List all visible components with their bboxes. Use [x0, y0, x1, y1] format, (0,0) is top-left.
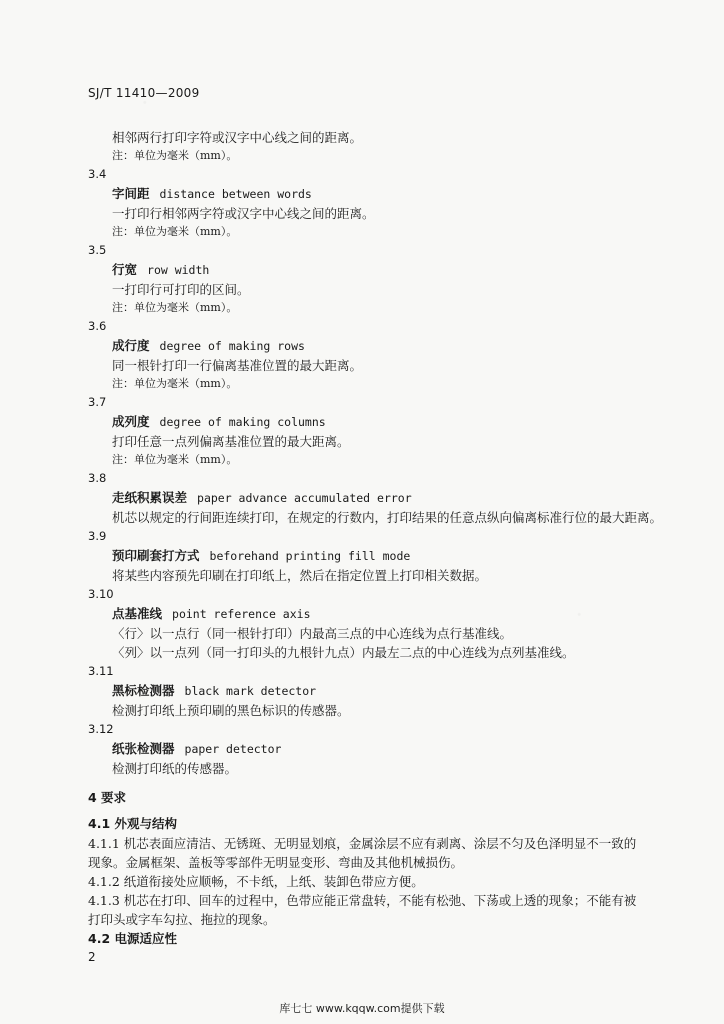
standard-code-header: SJ/T 11410—2009 [88, 86, 200, 100]
definition-text: 〈列〉以一点列（同一打印头的九根针九点）内最左二点的中心连线为点列基准线。 [112, 645, 575, 660]
unit-note: 注：单位为毫米（mm）。 [112, 453, 238, 466]
term-en: distance between words [159, 187, 312, 201]
term-zh: 成列度 [112, 414, 150, 429]
term-heading [88, 546, 688, 566]
term-heading [88, 412, 688, 432]
term-zh: 字间距 [112, 186, 150, 201]
term-zh: 行宽 [112, 262, 138, 277]
term-en: row width [147, 263, 210, 277]
unit-note: 注：单位为毫米（mm）。 [112, 301, 238, 314]
subsection-title-4-1: 4.1 外观与结构 [88, 816, 177, 831]
term-en: degree of making rows [159, 339, 305, 353]
term-heading [88, 739, 688, 759]
definition-text: 一打印行相邻两字符或汉字中心线之间的距离。 [112, 206, 375, 221]
term-zh: 纸张检测器 [112, 741, 175, 756]
term-en: black mark detector [184, 684, 317, 698]
term-heading [88, 681, 688, 701]
definition-text: 将某些内容预先印刷在打印纸上，然后在指定位置上打印相关数据。 [112, 568, 488, 583]
definition-text: 打印任意一点列偏离基准位置的最大距离。 [112, 434, 350, 449]
definition-text: 检测打印纸上预印刷的黑色标识的传感器。 [112, 703, 350, 718]
clause-4-1-3-line1: 4.1.3 机芯在打印、回车的过程中，色带应能正常盘转，不能有松弛、下荡或上透的现象；不能有被 [88, 893, 637, 908]
download-footer: 库七七 www.kqqw.com提供下载 [279, 1002, 445, 1015]
definition-list [88, 128, 688, 778]
clause-number: 3.6 [88, 319, 107, 333]
term-heading [88, 488, 688, 508]
definition-text: 〈行〉以一点行（同一根针打印）内最高三点的中心连线为点行基准线。 [112, 626, 513, 641]
term-zh: 黑标检测器 [112, 683, 175, 698]
clause-number: 3.8 [88, 471, 107, 485]
unit-note: 注：单位为毫米（mm）。 [112, 377, 238, 390]
clause-4-1-2: 4.1.2 纸道衔接处应顺畅，不卡纸，上纸、装卸色带应方便。 [88, 874, 424, 889]
definition-text: 相邻两行打印字符或汉字中心线之间的距离。 [112, 130, 363, 145]
term-en: point reference axis [172, 607, 311, 621]
definition-text: 检测打印纸的传感器。 [112, 761, 238, 776]
definition-text: 机芯以规定的行间距连续打印，在规定的行数内，打印结果的任意点纵向偏离标准行位的最大距离。 [112, 510, 663, 525]
clause-number: 3.4 [88, 167, 107, 181]
unit-note: 注：单位为毫米（mm）。 [112, 225, 238, 238]
term-zh: 成行度 [112, 338, 150, 353]
term-zh: 走纸积累误差 [112, 490, 188, 505]
term-heading [88, 336, 688, 356]
clause-number: 3.11 [88, 664, 114, 678]
term-en: paper detector [184, 742, 282, 756]
definition-text: 一打印行可打印的区间。 [112, 282, 250, 297]
term-zh: 预印刷套打方式 [112, 548, 200, 563]
clause-number: 3.10 [88, 587, 114, 601]
document-body [88, 128, 688, 949]
clause-number: 3.5 [88, 243, 107, 257]
clause-4-1-3-line2: 打印头或字车勾拉、拖拉的现象。 [88, 912, 276, 927]
term-heading [88, 260, 688, 280]
clause-number: 3.12 [88, 722, 114, 736]
term-en: degree of making columns [159, 415, 326, 429]
clause-4-1-1-line2: 现象。金属框架、盖板等零部件无明显变形、弯曲及其他机械损伤。 [88, 855, 464, 870]
term-en: paper advance accumulated error [197, 491, 412, 505]
definition-text: 同一根针打印一行偏离基准位置的最大距离。 [112, 358, 363, 373]
term-zh: 点基准线 [112, 606, 163, 621]
term-heading [88, 604, 688, 624]
section-title: 4 要求 [88, 790, 127, 805]
term-heading [88, 184, 688, 204]
clause-number: 3.9 [88, 529, 107, 543]
clause-4-1-1-line1: 4.1.1 机芯表面应清洁、无锈斑、无明显划痕，金属涂层不应有剥离、涂层不匀及色泽明显不一致的 [88, 836, 637, 851]
subsection-title-4-2: 4.2 电源适应性 [88, 931, 177, 946]
term-en: beforehand printing fill mode [209, 549, 411, 563]
page-number: 2 [88, 950, 96, 964]
clause-number: 3.7 [88, 395, 107, 409]
unit-note: 注：单位为毫米（mm）。 [112, 149, 238, 162]
